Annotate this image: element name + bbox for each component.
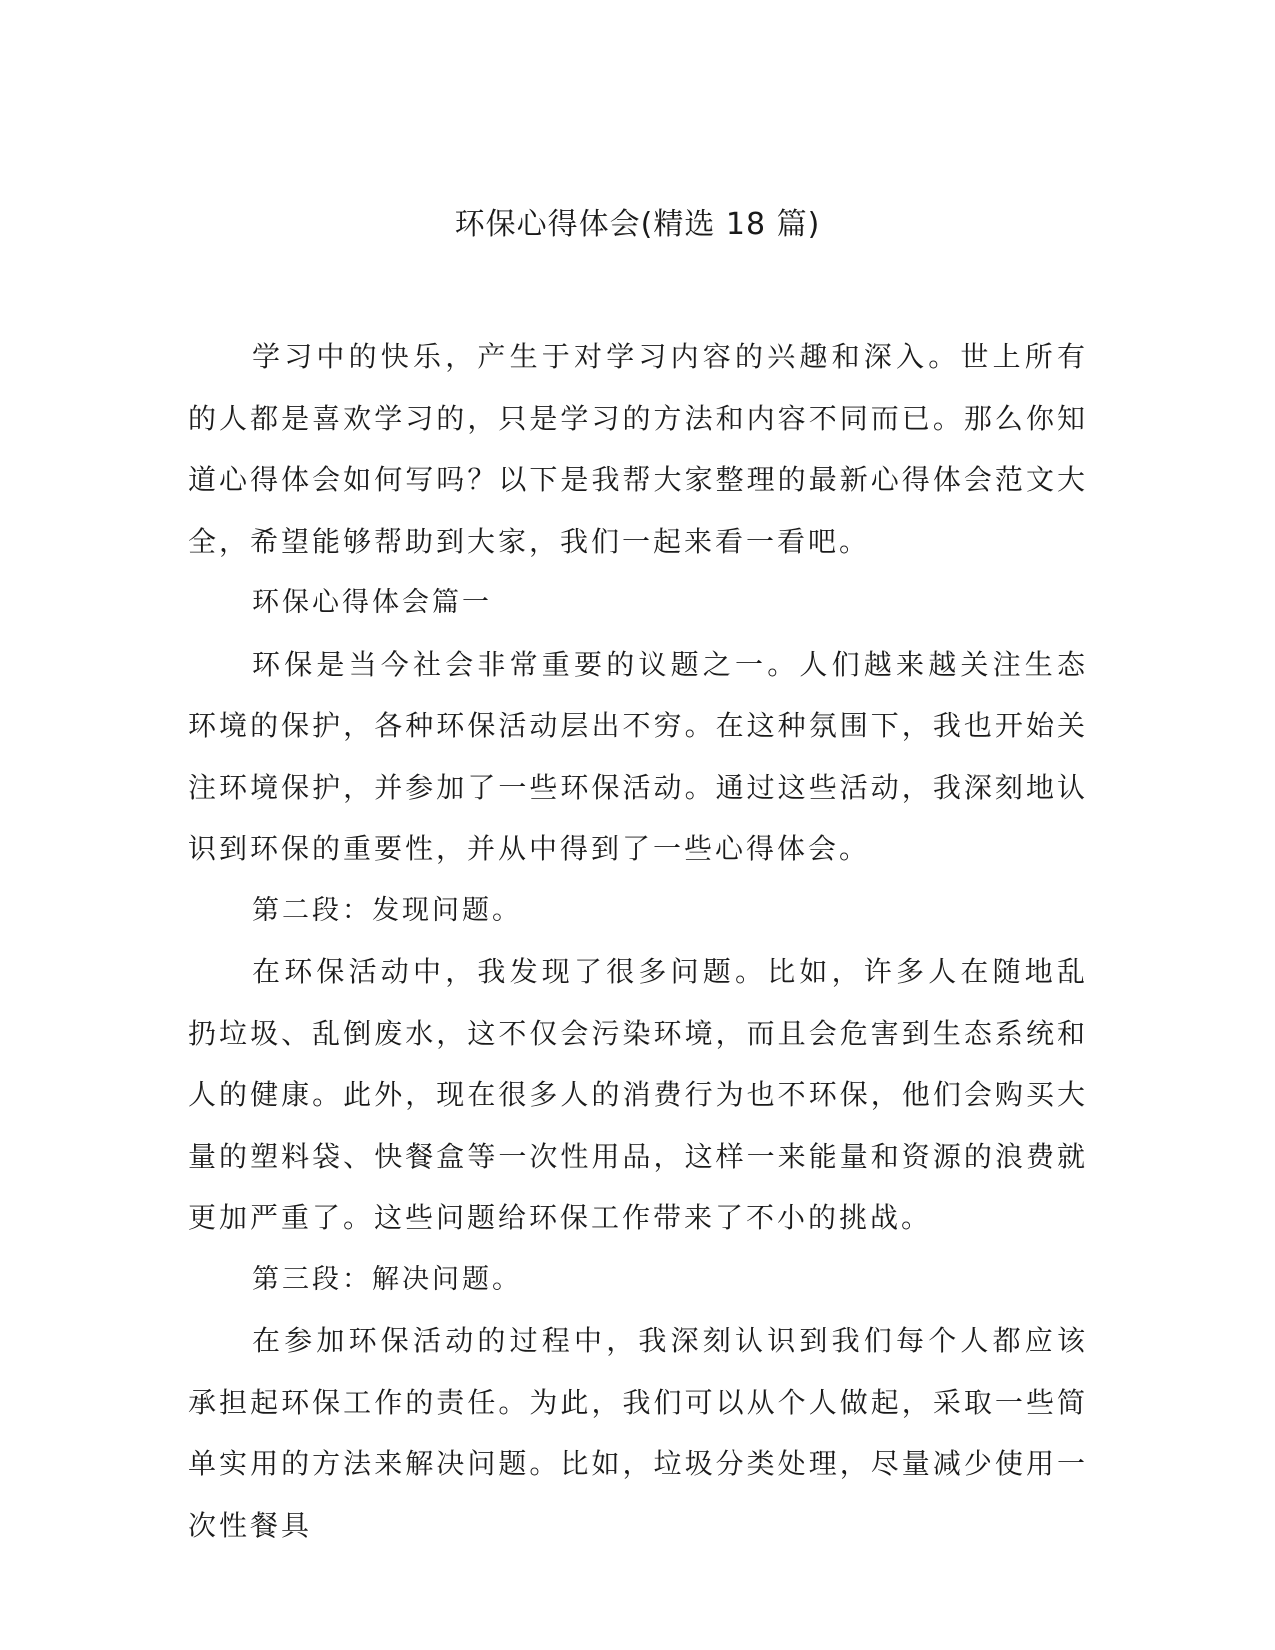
body-paragraph: 在环保活动中，我发现了很多问题。比如，许多人在随地乱扔垃圾、乱倒废水，这不仅会污染环境，而且会危害到生态系统和人的健康。此外，现在很多人的消费行为也不环保，他们会购买大量的塑料袋、快餐盒等一次性用品，这样一来能量和资源的浪费就更加严重了。这些问题给环保工作带来了不小的挑战。 — [188, 955, 1088, 1234]
body-paragraph: 在参加环保活动的过程中，我深刻认识到我们每个人都应该承担起环保工作的责任。为此，我们可以从个人做起，采取一些简单实用的方法来解决问题。比如，垃圾分类处理，尽量减少使用一次性餐具 — [188, 1324, 1088, 1542]
intro-paragraph: 学习中的快乐，产生于对学习内容的兴趣和深入。世上所有的人都是喜欢学习的，只是学习的方法和内容不同而已。那么你知道心得体会如何写吗？以下是我帮大家整理的最新心得体会范文大全，希望能够帮助到大家，我们一起来看一看吧。 — [188, 340, 1088, 558]
document-body — [188, 326, 1088, 1556]
section-heading: 第二段：发现问题。 — [252, 894, 522, 926]
body-paragraph: 环保是当今社会非常重要的议题之一。人们越来越关注生态环境的保护，各种环保活动层出不穷。在这种氛围下，我也开始关注环境保护，并参加了一些环保活动。通过这些活动，我深刻地认识到环保的重要性，并从中得到了一些心得体会。 — [188, 647, 1088, 865]
section-heading: 第三段：解决问题。 — [252, 1263, 522, 1295]
document-title: 环保心得体会(精选 18 篇) — [454, 207, 821, 242]
section-heading: 环保心得体会篇一 — [252, 587, 492, 618]
